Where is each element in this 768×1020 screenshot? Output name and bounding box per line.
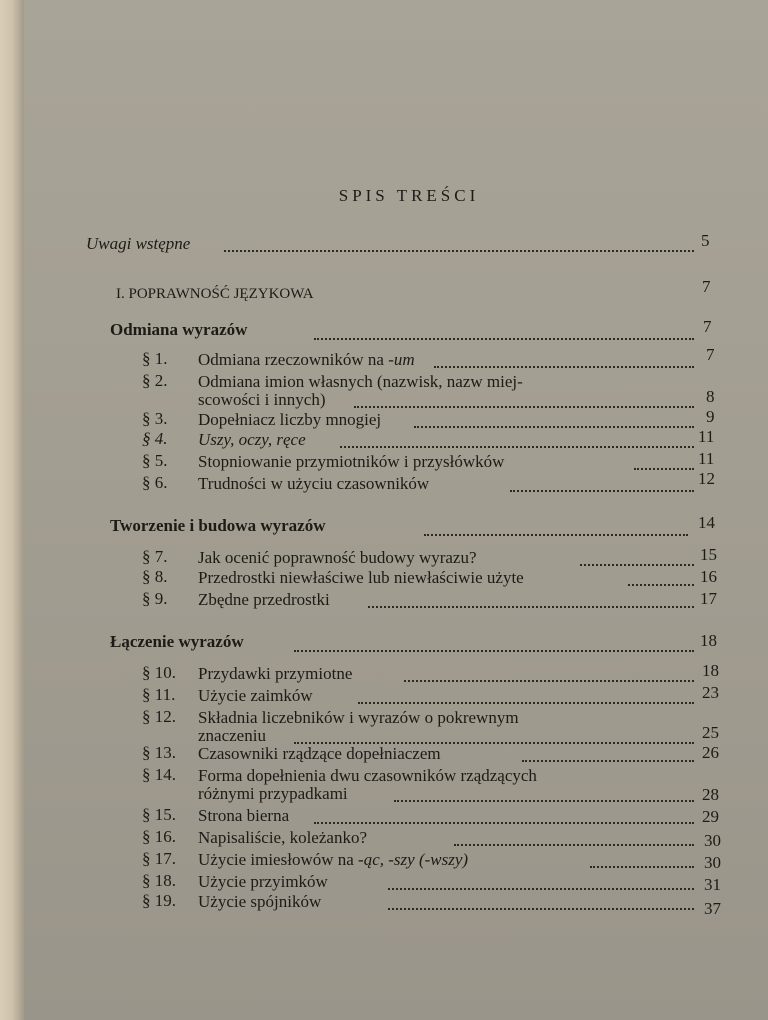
item-text: Trudności w użyciu czasowników (198, 474, 430, 493)
leader-dots (590, 866, 694, 868)
item-number: § 3. (142, 409, 168, 428)
leader-dots (434, 366, 694, 368)
leader-dots (314, 338, 694, 340)
item-text: Stopniowanie przymiotników i przysłówków (198, 452, 505, 471)
page-title: SPIS TREŚCI (338, 186, 480, 205)
item-number: § 9. (142, 589, 168, 608)
toc-item (198, 850, 468, 870)
toc-item (198, 350, 415, 370)
leader-dots (358, 702, 694, 704)
leader-dots (368, 606, 694, 608)
item-number: § 15. (142, 805, 176, 824)
item-number: § 10. (142, 663, 176, 682)
leader-dots (454, 844, 694, 846)
item-text: Jak ocenić poprawność budowy wyrazu? (198, 548, 477, 567)
item-page: 11 (698, 449, 715, 468)
leader-dots (424, 534, 688, 536)
book-page (24, 0, 768, 1020)
item-page: 9 (706, 407, 715, 426)
item-page: 17 (700, 589, 717, 608)
item-page: 25 (702, 723, 719, 742)
section-page: 7 (703, 317, 712, 336)
item-text: Napisaliście, koleżanko? (198, 828, 367, 847)
item-text: Użycie spójników (198, 892, 322, 911)
item-page: 30 (704, 831, 721, 850)
item-text: Odmiana rzeczowników na (198, 350, 389, 369)
leader-dots (340, 446, 694, 448)
item-text: Strona bierna (198, 806, 290, 825)
leader-dots (354, 406, 694, 408)
item-number: § 12. (142, 707, 176, 726)
leader-dots (522, 760, 694, 762)
item-text: Dopełniacz liczby mnogiej (198, 410, 382, 429)
item-text: Forma dopełnienia dwu czasowników rządzących (198, 766, 537, 785)
leader-dots (388, 908, 694, 910)
item-number: § 18. (142, 871, 176, 890)
item-number: § 1. (142, 349, 168, 368)
item-page: 12 (698, 469, 715, 488)
item-page: 7 (706, 345, 715, 364)
section-heading: Tworzenie i budowa wyrazów (110, 516, 326, 535)
section-page: 14 (698, 513, 715, 532)
item-page: 37 (704, 899, 721, 918)
item-number: § 11. (142, 685, 176, 704)
section-page: 18 (700, 631, 717, 650)
item-text-line2: scowości i innych) (198, 390, 326, 409)
item-number: § 5. (142, 451, 168, 470)
leader-dots (414, 426, 694, 428)
leader-dots (634, 468, 694, 470)
item-number: § 8. (142, 567, 168, 586)
item-text: Uszy, oczy, ręce (198, 430, 306, 449)
item-text: Odmiana imion własnych (nazwisk, nazw miej- (198, 372, 523, 391)
item-text-line2: znaczeniu (198, 726, 266, 745)
item-text: Użycie imiesłowów na (198, 850, 359, 869)
item-text: Przydawki przymiotne (198, 664, 353, 683)
leader-dots (314, 822, 694, 824)
item-number: § 6. (142, 473, 168, 492)
item-text: Użycie przyimków (198, 872, 328, 891)
item-number: § 16. (142, 827, 176, 846)
toc-part-label: I. POPRAWNOŚĆ JĘZYKOWA (116, 286, 314, 302)
item-page: 31 (704, 875, 721, 894)
item-page: 8 (706, 387, 715, 406)
item-number: § 7. (142, 547, 168, 566)
leader-dots (388, 888, 694, 890)
item-text: Przedrostki niewłaściwe lub niewłaściwie użyte (198, 568, 524, 587)
item-number: § 19. (142, 891, 176, 910)
section-heading: Łączenie wyrazów (110, 632, 244, 651)
item-page: 11 (698, 427, 715, 446)
item-page: 16 (700, 567, 717, 586)
toc-intro-page: 5 (701, 231, 710, 250)
item-text: Składnia liczebników i wyrazów o pokrewnym (198, 708, 519, 727)
item-text: Czasowniki rządzące dopełniaczem (198, 744, 441, 763)
item-page: 30 (704, 853, 721, 872)
section-heading: Odmiana wyrazów (110, 320, 248, 339)
item-page: 15 (700, 545, 717, 564)
toc-part-page: 7 (702, 277, 711, 296)
item-number: § 4. (142, 429, 168, 448)
item-page: 23 (702, 683, 719, 702)
item-suffix: -um (388, 350, 415, 369)
item-text-line2: różnymi przypadkami (198, 784, 348, 803)
leader-dots (580, 564, 694, 566)
item-page: 29 (702, 807, 719, 826)
leader-dots (404, 680, 694, 682)
item-page: 26 (702, 743, 719, 762)
leader-dots (224, 250, 694, 252)
leader-dots (294, 650, 694, 652)
leader-dots (628, 584, 694, 586)
item-number: § 2. (142, 371, 168, 390)
item-text: Zbędne przedrostki (198, 590, 330, 609)
leader-dots (394, 800, 694, 802)
item-suffix: -ąc, -szy (-wszy) (358, 850, 469, 869)
item-number: § 17. (142, 849, 176, 868)
item-number: § 14. (142, 765, 176, 784)
item-page: 28 (702, 785, 719, 804)
leader-dots (510, 490, 694, 492)
item-number: § 13. (142, 743, 176, 762)
item-text: Użycie zaimków (198, 686, 313, 705)
item-page: 18 (702, 661, 719, 680)
toc-intro-label: Uwagi wstępne (86, 234, 191, 253)
